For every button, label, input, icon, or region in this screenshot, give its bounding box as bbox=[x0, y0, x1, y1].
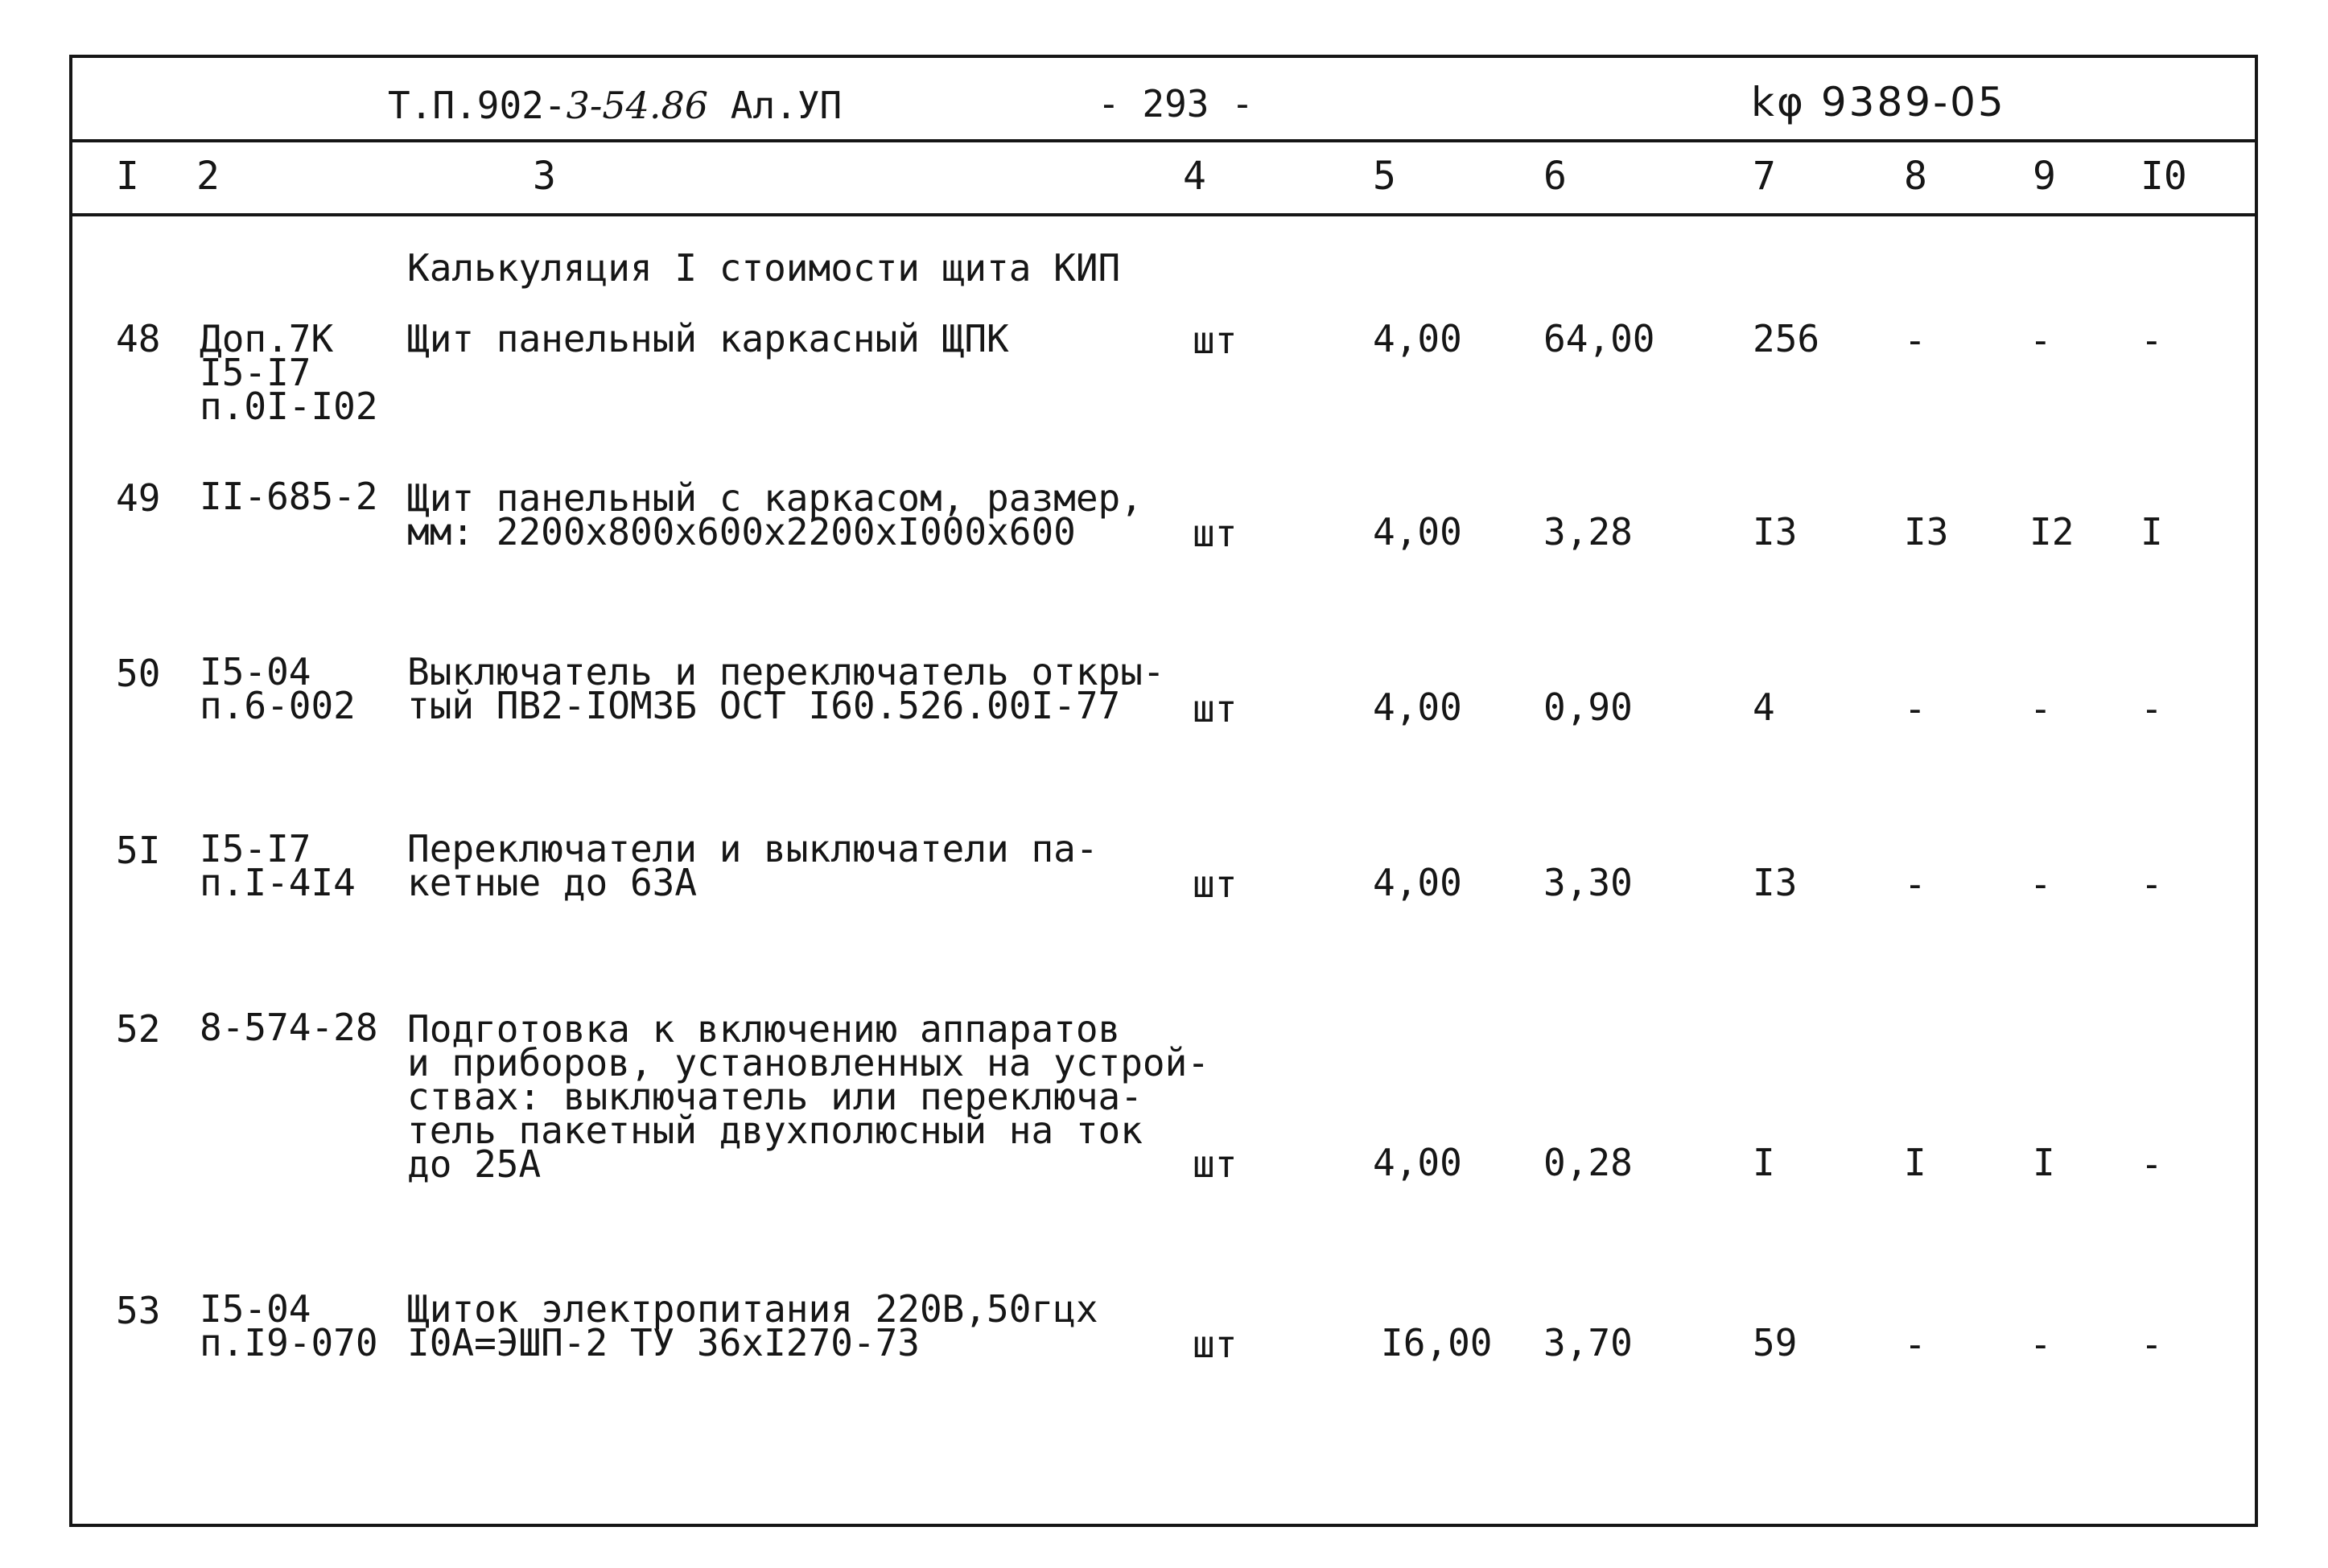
unit-cell: шт bbox=[1193, 1142, 1238, 1186]
row-description bbox=[407, 317, 1009, 360]
description-line: и приборов, установленных на устрой- bbox=[407, 1041, 1209, 1084]
column-header-5: 5 bbox=[1373, 154, 1396, 199]
col7-cell: 59 bbox=[1753, 1321, 1798, 1364]
column-header-1: I bbox=[116, 154, 139, 199]
column-header-7: 7 bbox=[1753, 154, 1776, 199]
col10-cell: I bbox=[2141, 510, 2163, 554]
col9-cell: - bbox=[2029, 319, 2052, 362]
col10-cell: - bbox=[2141, 687, 2163, 730]
column-header-6: 6 bbox=[1543, 154, 1567, 199]
quantity-cell: 4,00 bbox=[1373, 1141, 1462, 1184]
description-line: Переключатели и выключатели па- bbox=[407, 827, 1098, 870]
header-divider bbox=[69, 139, 2258, 142]
quantity-cell: 4,00 bbox=[1373, 317, 1462, 360]
col10-cell: - bbox=[2141, 1323, 2163, 1366]
description-line: кетные до 63А bbox=[407, 861, 698, 904]
row-number: 48 bbox=[116, 317, 161, 360]
description-line: Выключатель и переключатель откры- bbox=[407, 650, 1165, 693]
description-line: ствах: выключатель или переключа- bbox=[407, 1075, 1143, 1118]
description-line: Щит панельный каркасный ЩПК bbox=[407, 317, 1009, 360]
code-line: п.0I-I02 bbox=[200, 385, 378, 428]
row-code bbox=[200, 827, 356, 904]
code-line: I5-I7 bbox=[200, 351, 311, 394]
row-description bbox=[407, 476, 1143, 554]
description-line: тый ПВ2-IОМ3Б ОСТ I60.526.00I-77 bbox=[407, 684, 1121, 727]
col9-cell: I2 bbox=[2029, 510, 2075, 554]
unit-cell: шт bbox=[1193, 1323, 1238, 1366]
code-line: п.6-002 bbox=[200, 684, 356, 727]
unit-cell: шт bbox=[1193, 319, 1238, 362]
column-header-divider bbox=[69, 213, 2258, 216]
column-header-4: 4 bbox=[1183, 154, 1206, 199]
code-line: I5-04 bbox=[200, 650, 311, 693]
col6-cell: 64,00 bbox=[1543, 317, 1655, 360]
col6-cell: 3,30 bbox=[1543, 861, 1633, 904]
row-code bbox=[200, 650, 356, 727]
col8-cell: - bbox=[1904, 687, 1926, 730]
description-line: до 25А bbox=[407, 1142, 542, 1186]
row-number: 50 bbox=[116, 652, 161, 695]
quantity-cell: 4,00 bbox=[1373, 861, 1462, 904]
col6-cell: 3,28 bbox=[1543, 510, 1633, 554]
col10-cell: - bbox=[2141, 1142, 2163, 1186]
row-code bbox=[200, 317, 378, 428]
row-code bbox=[200, 1006, 378, 1049]
row-number: 49 bbox=[116, 476, 161, 520]
col9-cell: I bbox=[2033, 1141, 2055, 1184]
col7-cell: I3 bbox=[1753, 861, 1798, 904]
col8-cell: - bbox=[1904, 862, 1926, 906]
row-number: 5I bbox=[116, 829, 161, 872]
col7-cell: I3 bbox=[1753, 510, 1798, 554]
quantity-cell: I6,00 bbox=[1381, 1321, 1493, 1364]
description-line: Щиток электропитания 220В,50гцх bbox=[407, 1287, 1098, 1331]
code-line: п.I9-070 bbox=[200, 1321, 378, 1364]
row-code bbox=[200, 475, 378, 518]
col8-cell: I bbox=[1904, 1141, 1926, 1184]
col9-cell: - bbox=[2029, 687, 2052, 730]
description-line: Подготовка к включению аппаратов bbox=[407, 1007, 1121, 1051]
row-description bbox=[407, 1007, 1209, 1186]
unit-cell: шт bbox=[1193, 862, 1238, 906]
unit-cell: шт bbox=[1193, 687, 1238, 730]
description-line: тель пакетный двухполюсный на ток bbox=[407, 1109, 1143, 1152]
col8-cell: - bbox=[1904, 1323, 1926, 1366]
document-designation: Т.П.902-3-54.86 Ал.УП bbox=[388, 84, 843, 127]
row-number: 52 bbox=[116, 1007, 161, 1051]
column-header-8: 8 bbox=[1904, 154, 1927, 199]
column-header-3: 3 bbox=[533, 154, 556, 199]
code-line: II-685-2 bbox=[200, 475, 378, 518]
unit-cell: шт bbox=[1193, 512, 1238, 555]
column-header-10: I0 bbox=[2141, 154, 2187, 199]
col10-cell: - bbox=[2141, 319, 2163, 362]
col9-cell: - bbox=[2029, 1323, 2052, 1366]
code-line: I5-04 bbox=[200, 1287, 311, 1331]
col7-cell: 4 bbox=[1753, 685, 1775, 729]
code-line: I5-I7 bbox=[200, 827, 311, 870]
col6-cell: 0,90 bbox=[1543, 685, 1633, 729]
col6-cell: 0,28 bbox=[1543, 1141, 1633, 1184]
row-description bbox=[407, 827, 1098, 904]
code-line: п.I-4I4 bbox=[200, 861, 356, 904]
column-header-2: 2 bbox=[196, 154, 220, 199]
col9-cell: - bbox=[2029, 862, 2052, 906]
description-line: I0А=ЭШП-2 ТУ 36хI270-73 bbox=[407, 1321, 920, 1364]
description-line: Щит панельный с каркасом, размер, bbox=[407, 476, 1143, 520]
description-line: мм: 2200х800х600х2200хI000х600 bbox=[407, 510, 1076, 554]
col8-cell: I3 bbox=[1904, 510, 1949, 554]
col7-cell: I bbox=[1753, 1141, 1775, 1184]
row-number: 53 bbox=[116, 1289, 161, 1332]
row-description bbox=[407, 1287, 1098, 1364]
code-line: Доп.7К bbox=[200, 317, 334, 360]
page-frame bbox=[69, 55, 2258, 1527]
quantity-cell: 4,00 bbox=[1373, 685, 1462, 729]
col8-cell: - bbox=[1904, 319, 1926, 362]
col6-cell: 3,70 bbox=[1543, 1321, 1633, 1364]
quantity-cell: 4,00 bbox=[1373, 510, 1462, 554]
section-title: Калькуляция I стоимости щита КИП bbox=[407, 246, 1121, 290]
handwritten-code: kφ 9389-05 bbox=[1751, 79, 2006, 126]
code-line: 8-574-28 bbox=[200, 1006, 378, 1049]
page-number: - 293 - bbox=[1098, 82, 1254, 126]
col10-cell: - bbox=[2141, 862, 2163, 906]
column-header-9: 9 bbox=[2033, 154, 2056, 199]
row-description bbox=[407, 650, 1165, 727]
col7-cell: 256 bbox=[1753, 317, 1820, 360]
row-code bbox=[200, 1287, 378, 1364]
